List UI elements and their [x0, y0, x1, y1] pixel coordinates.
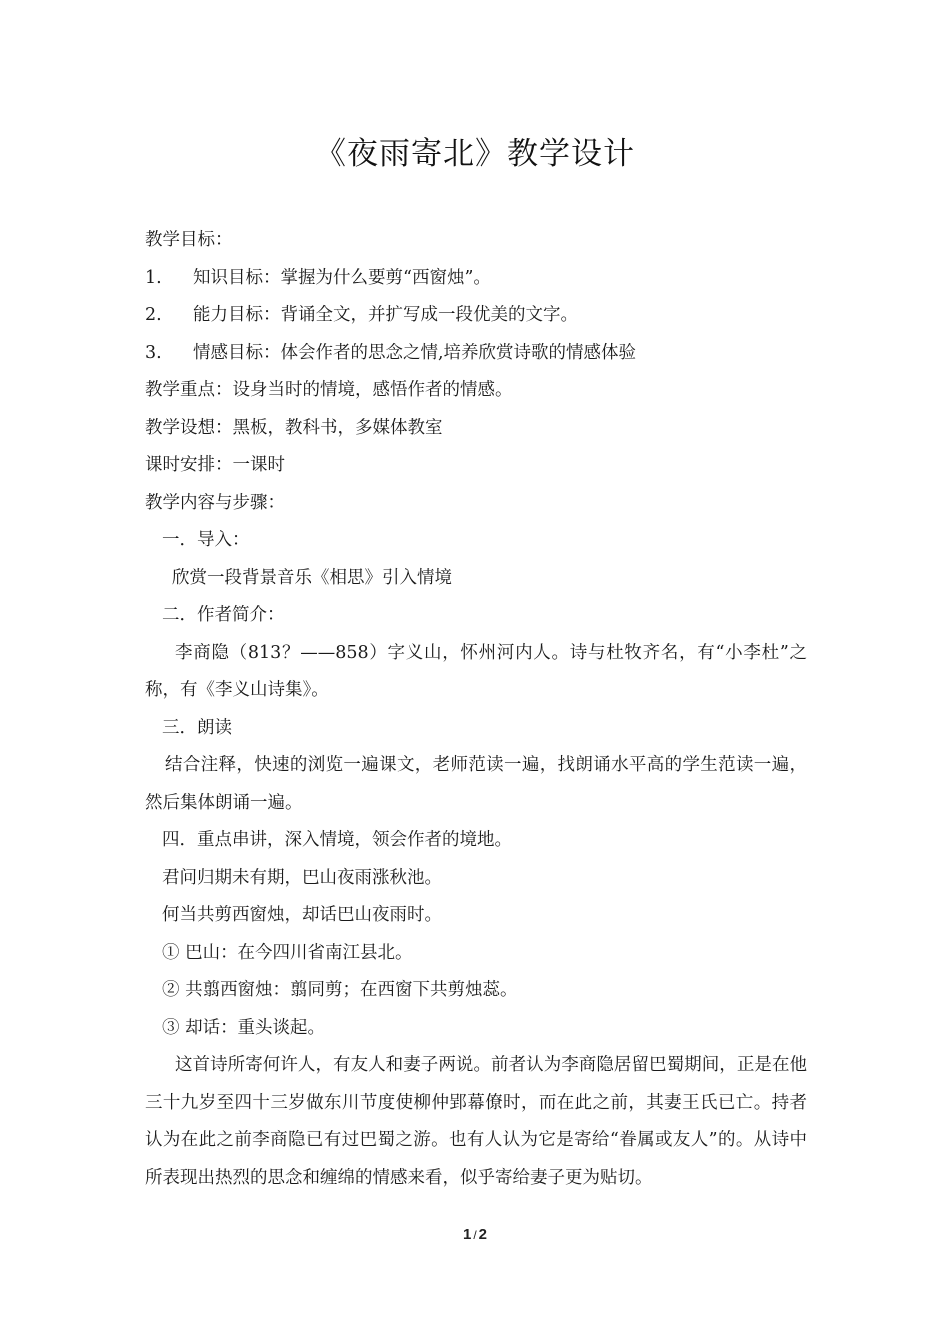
page-number — [0, 1226, 950, 1243]
key-point: 教学重点：设身当时的情境，感悟作者的情感。 — [145, 380, 513, 400]
objective-text: 能力目标：背诵全文，并扩写成一段优美的文字。 — [193, 305, 578, 325]
objective-item — [145, 335, 807, 373]
teaching-aids: 教学设想：黑板，教科书，多媒体教室 — [145, 417, 443, 438]
page-current: 1 — [462, 1226, 472, 1243]
document-body — [145, 222, 807, 1197]
annotation-note: ③ 却话：重头谈起。 — [162, 1017, 326, 1038]
page-separator: / — [473, 1228, 477, 1242]
section-text-reading: 结合注释，快速的浏览一遍课文，老师范读一遍，找朗诵水平高的学生范读一遍，然后集体朗诵一遍。 — [145, 755, 807, 813]
objective-text: 情感目标：体会作者的思念之情,培养欣赏诗歌的情感体验 — [193, 342, 637, 363]
section-heading-author: 二．作者简介： — [162, 605, 285, 625]
section-heading-intro: 一．导入： — [162, 530, 250, 550]
class-hours: 课时安排：一课时 — [145, 455, 285, 475]
section-heading-analysis: 四．重点串讲，深入情境，领会作者的境地。 — [162, 830, 512, 850]
objective-item — [145, 260, 807, 298]
objective-number: 3. — [145, 342, 162, 363]
page-total: 2 — [478, 1226, 488, 1243]
objective-text: 知识目标：掌握为什么要剪“西窗烛”。 — [193, 267, 491, 288]
annotation-note: ② 共翦西窗烛：翦同剪；在西窗下共剪烛蕊。 — [162, 980, 518, 1000]
analysis-paragraph: 这首诗所寄何许人，有友人和妻子两说。前者认为李商隐居留巴蜀期间，正是在他三十九岁至四十三岁做东川节度使柳仲郢幕僚时，而在此之前，其妻王氏已亡。持者认为在此之前李商隐已有过巴蜀之游。也有人认为它是寄给“眷属或友人”的。从诗中所表现出热烈的思念和缠绵的情感来看，似乎寄给妻子更为贴切。 — [145, 1055, 807, 1188]
objective-item — [145, 297, 807, 335]
objectives-heading: 教学目标： — [145, 230, 233, 250]
poem-line: 君问归期未有期，巴山夜雨涨秋池。 — [162, 867, 442, 888]
objective-number: 1. — [145, 267, 162, 288]
section-text-intro: 欣赏一段背景音乐《相思》引入情境 — [172, 567, 452, 588]
procedure-heading: 教学内容与步骤： — [145, 492, 285, 513]
page-title: 《夜雨寄北》教学设计 — [315, 136, 635, 172]
poem-line: 何当共剪西窗烛，却话巴山夜雨时。 — [162, 905, 442, 925]
annotation-note: ① 巴山：在今四川省南江县北。 — [162, 942, 413, 963]
section-heading-reading: 三．朗读 — [162, 717, 232, 738]
objective-number: 2. — [145, 305, 162, 325]
section-text-author: 李商隐（813？——858）字义山，怀州河内人。诗与杜牧齐名，有“小李杜”之称，有《李义山诗集》。 — [145, 642, 807, 700]
